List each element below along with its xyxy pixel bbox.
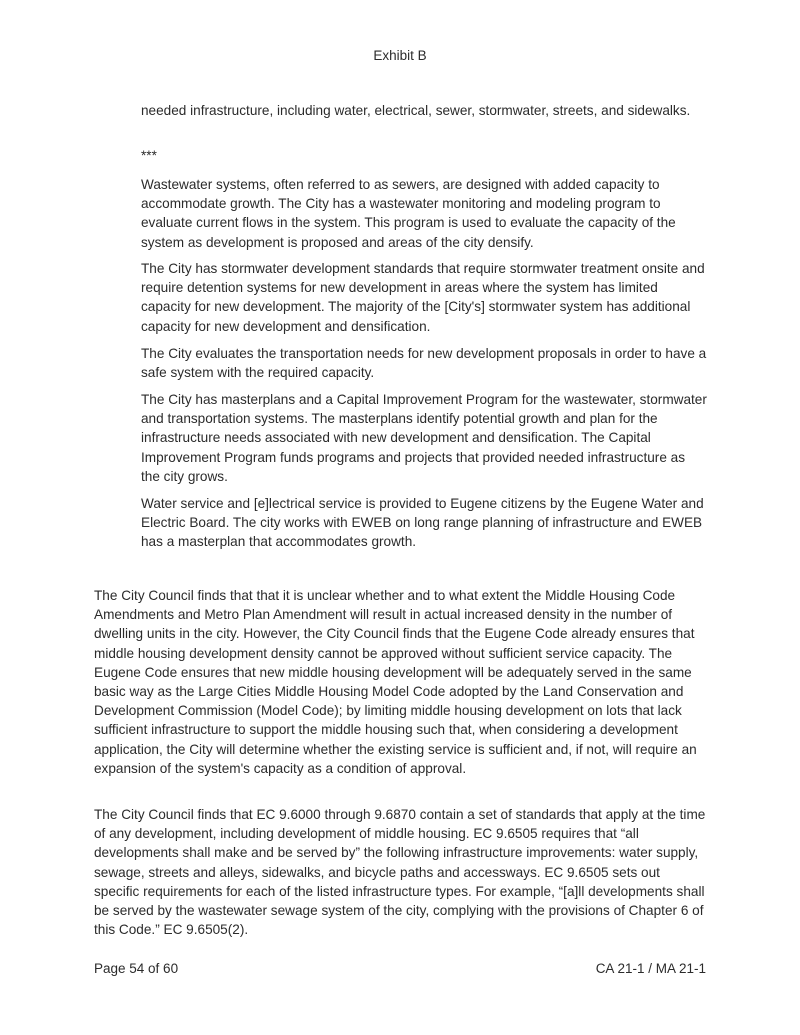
finding-paragraph: The City Council finds that that it is unclear whether and to what extent the Middle Housing Code Amendments and Metro Plan Amendment will result in actual increased density in the number of dwelling units in the city. However, the City Council finds that the Eugene Code already ensures that middle housing development density cannot be approved without sufficient service capacity. The Eugene Code ensures that new middle housing development will be adequately served in the same basic way as the Large Cities Middle Housing Model Code adopted by the Land Conservation and Development Commission (Model Code); by limiting middle housing development on lots that lack sufficient infrastructure to support the middle housing such that, when considering a development application, the City will determine whether the existing service is sufficient and, if not, will require an expansion of the system's capacity as a condition of approval.	[94, 588, 697, 776]
quoted-paragraph: The City has stormwater development standards that require stormwater treatment onsite and require detention systems for new development in areas where the system has limited capacity for new development. The majority of the [City's] stormwater system has additional capacity for new development and densification.	[141, 261, 705, 334]
quoted-paragraph: Water service and [e]lectrical service is provided to Eugene citizens by the Eugene Water and Electric Board. The city works with EWEB on long range planning of infrastructure and EWEB has a masterplan that accommodates growth.	[141, 496, 704, 550]
quoted-paragraph: The City has masterplans and a Capital Improvement Program for the wastewater, stormwater and transportation systems. The masterplans identify potential growth and plan for the infrastructure needs associated with new development and densification. The Capital Improvement Program funds programs and projects that provided needed infrastructure as the city grows.	[141, 392, 707, 484]
page-header: Exhibit B	[373, 48, 427, 63]
finding-paragraph: The City Council finds that EC 9.6000 through 9.6870 contain a set of standards that apply at the time of any development, including development of middle housing. EC 9.6505 requires that “all developments shall make and be served by” the following infrastructure improvements: water supply, sewage, streets and alleys, sidewalks, and bicycle paths and accessways. EC 9.6505 sets out specific requirements for each of the listed infrastructure types. For example, “[a]ll developments shall be served by the wastewater sewage system of the city, complying with the provisions of Chapter 6 of this Code.” EC 9.6505(2).	[94, 807, 706, 938]
page-number: Page 54 of 60	[94, 961, 179, 976]
quoted-intro: needed infrastructure, including water, electrical, sewer, stormwater, streets, and sidewalks.	[141, 103, 691, 118]
quoted-paragraph: The City evaluates the transportation needs for new development proposals in order to have a safe system with the required capacity.	[141, 346, 707, 381]
quoted-paragraph: Wastewater systems, often referred to as sewers, are designed with added capacity to accommodate growth. The City has a wastewater monitoring and modeling program to evaluate current flows in the system. This program is used to evaluate the capacity of the system as development is proposed and areas of the city densify.	[141, 177, 676, 250]
section-separator: ***	[141, 148, 157, 163]
document-reference: CA 21-1 / MA 21-1	[595, 961, 706, 976]
